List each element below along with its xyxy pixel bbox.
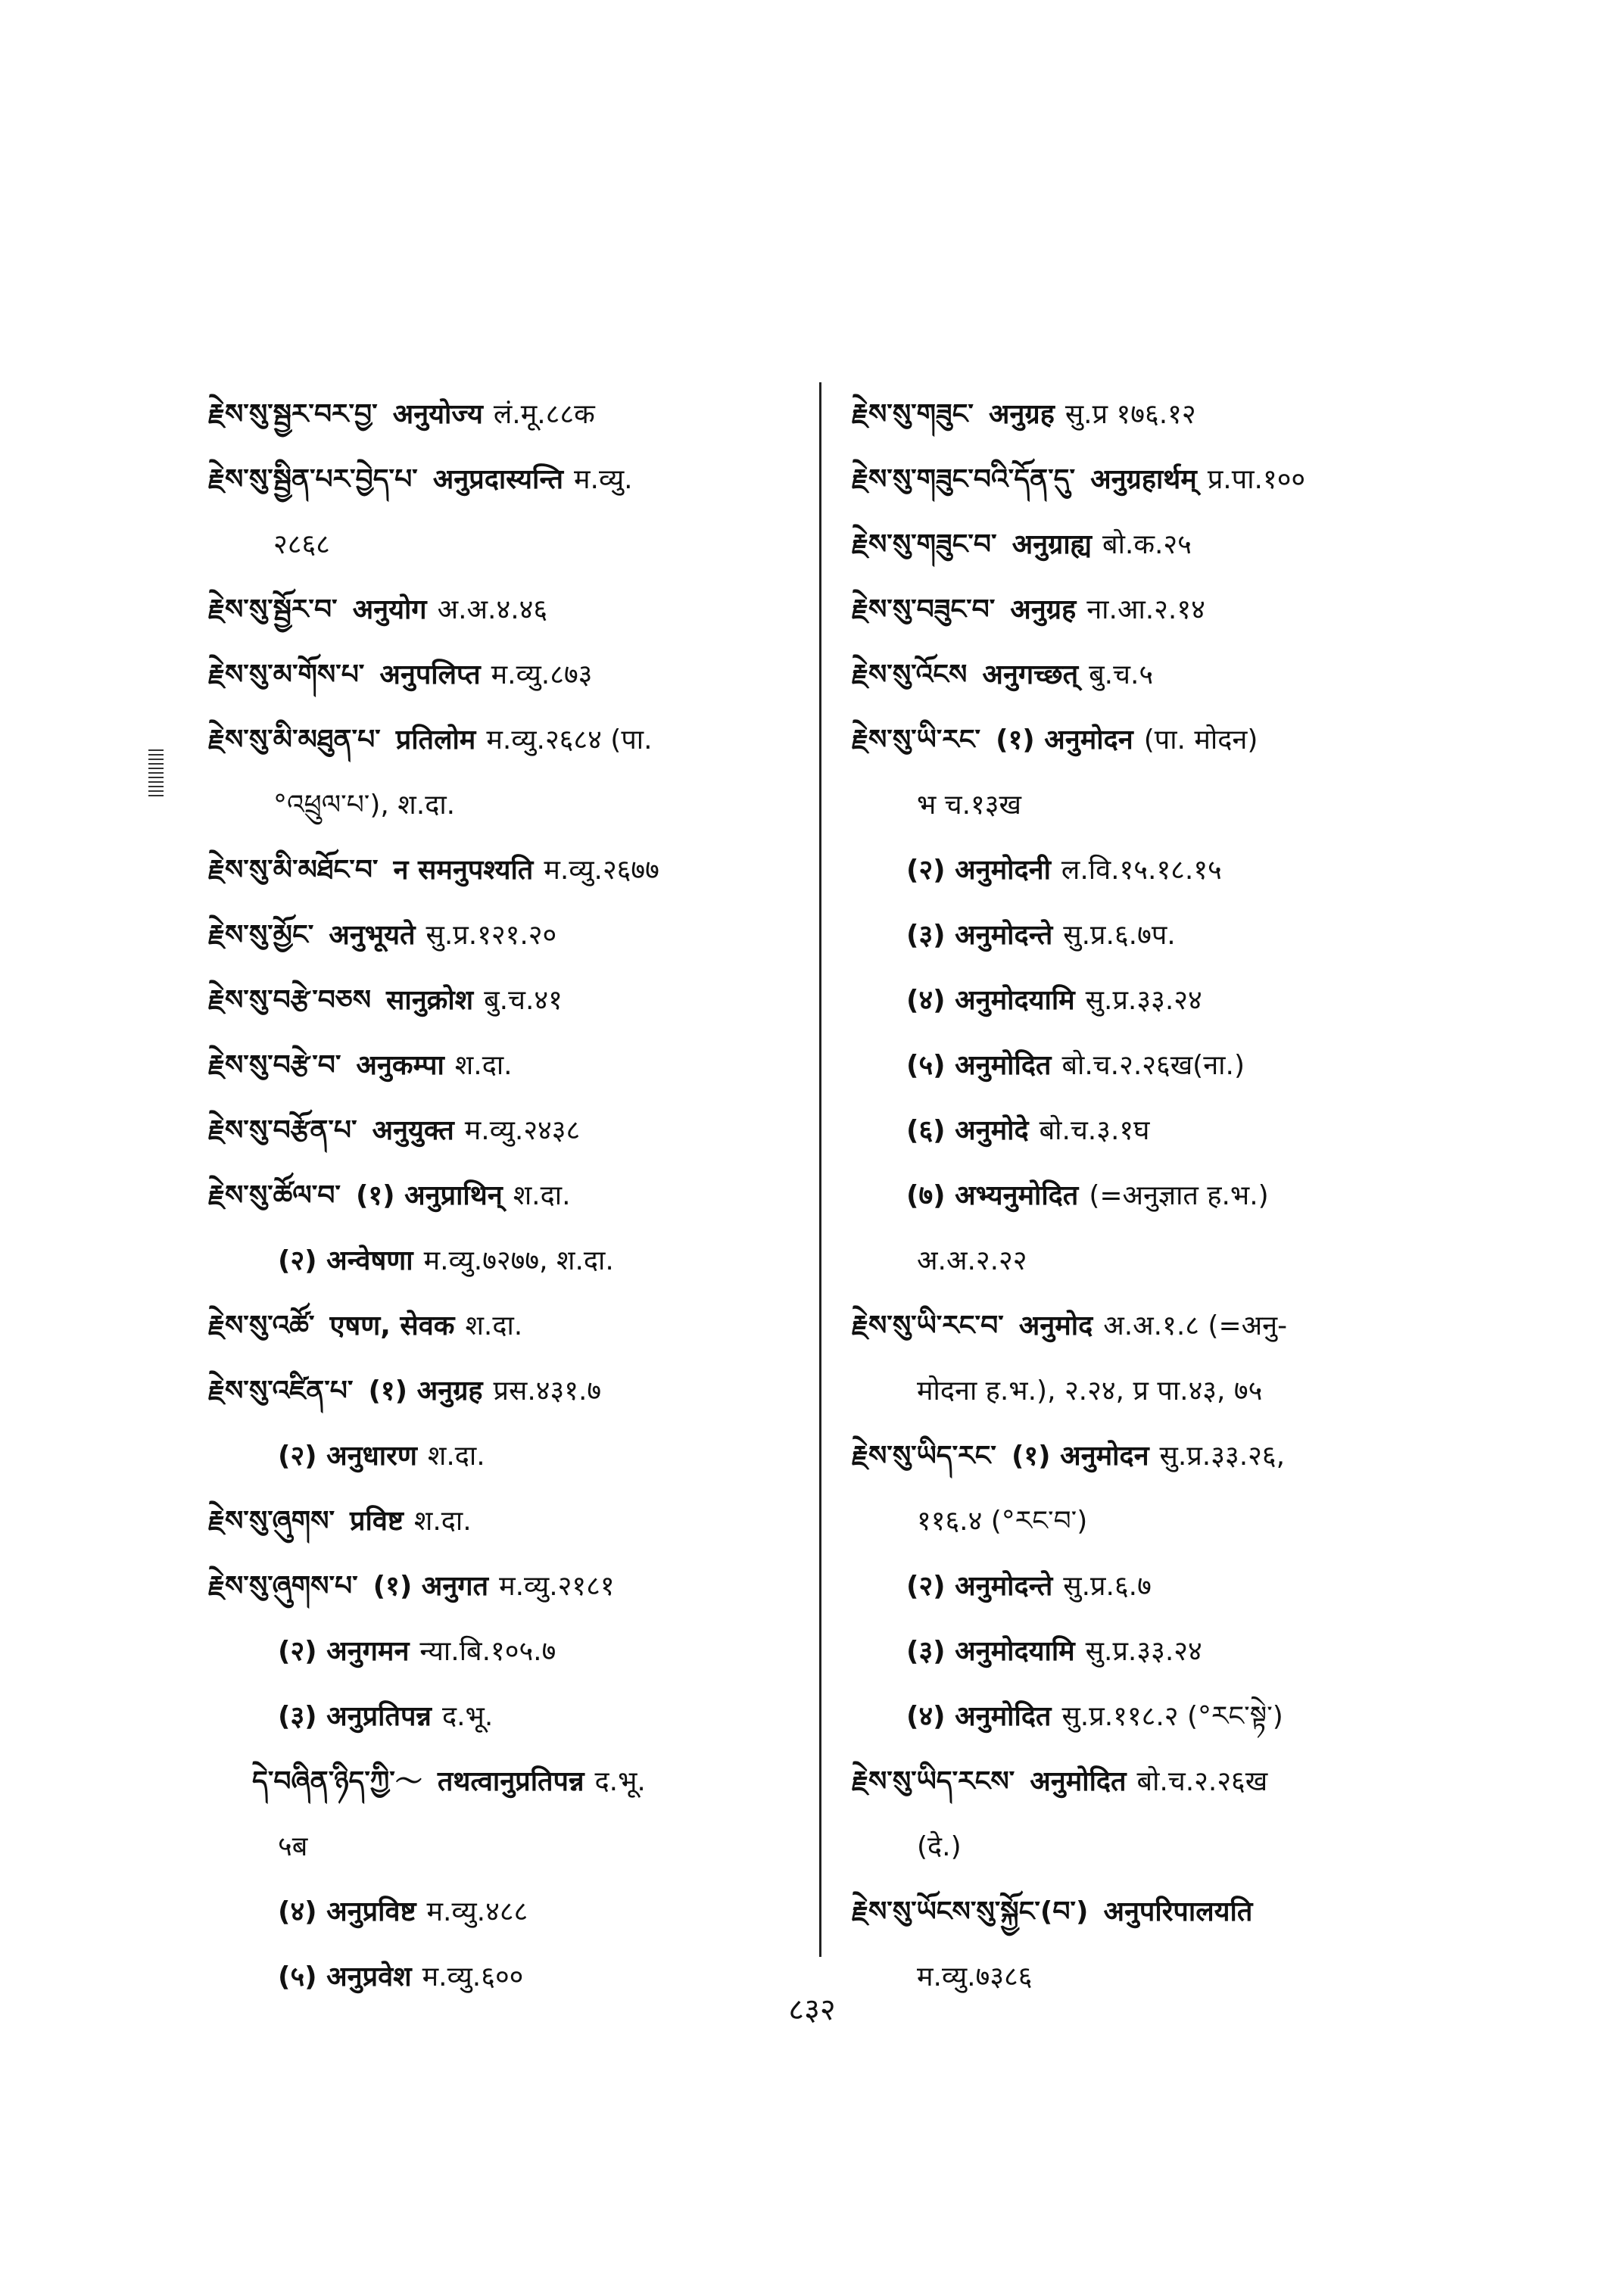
- source-reference: म.व्यु.४८८: [426, 1896, 528, 1927]
- tibetan-headword: རྗེས་སུ་མི་མཐུན་པ་: [208, 724, 381, 756]
- sanskrit-equivalent: (४) अनुप्रविष्ट: [278, 1896, 416, 1927]
- source-reference: ११६.४ (°རང་བ་): [917, 1506, 1088, 1537]
- dictionary-entry: [208, 512, 799, 578]
- source-reference: बो.क.२५: [1102, 529, 1192, 560]
- dictionary-entry: [208, 1684, 799, 1749]
- right-column: [852, 382, 1457, 2010]
- dictionary-entry: [208, 708, 799, 773]
- sanskrit-equivalent: न समनुपश्यति: [393, 855, 534, 886]
- sanskrit-equivalent: एषण, सेवक: [329, 1310, 455, 1341]
- dictionary-entry: [208, 1164, 799, 1229]
- sanskrit-equivalent: अनुप्रदास्यन्ति: [432, 464, 563, 495]
- dictionary-entry: [852, 838, 1457, 903]
- dictionary-entry: [852, 447, 1457, 512]
- dictionary-entry: [852, 1033, 1457, 1098]
- source-reference: ल.वि.१५.१८.१५: [1061, 855, 1222, 886]
- dictionary-entry: [852, 1098, 1457, 1164]
- tibetan-headword: རྗེས་སུ་གཟུང་བ་: [852, 529, 997, 560]
- dictionary-entry: [852, 708, 1457, 773]
- source-reference: सु.प्र.३३.२६,: [1159, 1441, 1286, 1472]
- margin-tick-marks: [148, 749, 164, 799]
- dictionary-entry: [208, 903, 799, 968]
- tibetan-headword: རྗེས་སུ་བརྩེ་བཅས: [208, 985, 372, 1016]
- source-reference: न्या.बि.१०५.७: [419, 1636, 556, 1667]
- dictionary-entry: [852, 1164, 1457, 1229]
- source-reference: श.दा.: [465, 1310, 523, 1341]
- sanskrit-equivalent: (१) अनुप्राथिन्: [355, 1180, 503, 1211]
- sanskrit-equivalent: अनुमोदित: [1030, 1766, 1127, 1797]
- source-reference: २८६८: [273, 529, 330, 560]
- source-reference: सु.प्र.११८.२ (°རང་སྟེ་): [1061, 1701, 1283, 1732]
- source-reference: म.व्यु.७३८६: [917, 1961, 1033, 1992]
- dictionary-entry: [852, 643, 1457, 708]
- sanskrit-equivalent: सानुक्रोश: [386, 985, 474, 1016]
- dictionary-entry: [208, 968, 799, 1033]
- source-reference: मोदना ह.भ.), २.२४, प्र पा.४३, ७५: [917, 1375, 1263, 1407]
- dictionary-entry: [208, 838, 799, 903]
- dictionary-entry: [852, 1815, 1457, 1880]
- tibetan-headword: རྗེས་སུ་ཡིད་རང་: [852, 1441, 996, 1472]
- source-reference: श.दा.: [454, 1050, 513, 1081]
- sanskrit-equivalent: (५) अनुमोदित: [906, 1050, 1052, 1081]
- page-number: ८३२: [788, 1992, 836, 2027]
- tibetan-headword: རྗེས་སུ་འཚོ་: [208, 1310, 315, 1341]
- source-reference: भ च.१३ख: [917, 790, 1021, 821]
- dictionary-entry: [208, 773, 799, 838]
- column-divider: [819, 382, 821, 1957]
- dictionary-entry: [852, 1229, 1457, 1294]
- source-reference: म.व्यु.: [573, 464, 633, 495]
- dictionary-entry: [852, 1684, 1457, 1749]
- source-reference: (=अनुज्ञात ह.भ.): [1089, 1180, 1269, 1211]
- source-reference: ना.आ.२.१४: [1086, 594, 1205, 625]
- dictionary-entry: [852, 512, 1457, 578]
- dictionary-entry: [208, 447, 799, 512]
- left-column: [208, 382, 799, 2010]
- source-reference: प्रस.४३१.७: [493, 1375, 602, 1407]
- source-reference: सु.प्र.६.७प.: [1063, 920, 1176, 951]
- source-reference: द.भू.: [441, 1701, 494, 1732]
- tibetan-headword: རྗེས་སུ་བརྩོན་པ་: [208, 1115, 357, 1146]
- sanskrit-equivalent: (२) अनुमोदन्ते: [906, 1571, 1053, 1602]
- sanskrit-equivalent: अनुयोज्य: [392, 399, 483, 430]
- sanskrit-equivalent: (२) अनुगमन: [278, 1636, 410, 1667]
- dictionary-entry: [208, 1619, 799, 1684]
- sanskrit-equivalent: (२) अनुधारण: [278, 1441, 417, 1472]
- sanskrit-equivalent: (१) अनुमोदन: [996, 724, 1133, 756]
- dictionary-entry: [208, 1424, 799, 1489]
- sanskrit-equivalent: (१) अनुमोदन: [1011, 1441, 1149, 1472]
- tibetan-headword: རྗེས་སུ་བརྩེ་བ་: [208, 1050, 341, 1081]
- source-reference: सु.प्र १७६.१२: [1064, 399, 1196, 430]
- source-reference: म.व्यु.२१८१: [499, 1571, 615, 1602]
- dictionary-entry: [852, 1424, 1457, 1489]
- sanskrit-equivalent: (३) अनुमोदन्ते: [906, 920, 1053, 951]
- sanskrit-equivalent: (१) अनुग्रह: [368, 1375, 483, 1407]
- source-reference: श.दा.: [513, 1180, 571, 1211]
- sanskrit-equivalent: (१) अनुगत: [372, 1571, 489, 1602]
- sanskrit-equivalent: प्रविष्ट: [350, 1506, 404, 1537]
- source-reference: सु.प्र.१२१.२०: [425, 920, 557, 951]
- source-reference: प्र.पा.१००: [1207, 464, 1306, 495]
- sanskrit-equivalent: (५) अनुप्रवेश: [278, 1961, 412, 1992]
- sanskrit-equivalent: (४) अनुमोदित: [906, 1701, 1052, 1732]
- dictionary-entry: [208, 1033, 799, 1098]
- dictionary-entry: [208, 382, 799, 447]
- source-reference: अ.अ.२.२२: [917, 1245, 1027, 1276]
- dictionary-entry: [852, 1619, 1457, 1684]
- dictionary-entry: [852, 968, 1457, 1033]
- source-reference: सु.प्र.६.७: [1063, 1571, 1152, 1602]
- dictionary-entry: [852, 903, 1457, 968]
- tibetan-headword: རྗེས་སུ་ཡི་རང་: [852, 724, 981, 756]
- source-reference: म.व्यु.६००: [422, 1961, 524, 1992]
- source-reference: म.व्यु.७२७७, श.दा.: [423, 1245, 614, 1276]
- dictionary-entry: [208, 643, 799, 708]
- dictionary-entry: [852, 1554, 1457, 1619]
- sanskrit-equivalent: अनुमोद: [1018, 1310, 1093, 1341]
- source-reference: ५ब: [278, 1831, 308, 1862]
- dictionary-entry: [208, 1229, 799, 1294]
- source-reference: सु.प्र.३३.२४: [1085, 1636, 1202, 1667]
- tibetan-headword: རྗེས་སུ་སྦྱར་བར་བྱ་: [208, 399, 378, 430]
- source-reference: अ.अ.१.८ (=अनु-: [1103, 1310, 1288, 1341]
- source-reference: बो.च.३.१घ: [1039, 1115, 1150, 1146]
- sanskrit-equivalent: अनुयुक्त: [372, 1115, 454, 1146]
- source-reference: सु.प्र.३३.२४: [1085, 985, 1202, 1016]
- source-reference: श.दा.: [413, 1506, 472, 1537]
- sanskrit-equivalent: अनुयोग: [352, 594, 427, 625]
- tibetan-headword: རྗེས་སུ་མ་གོས་པ་: [208, 659, 365, 690]
- sanskrit-equivalent: अनुग्राह्य: [1011, 529, 1093, 560]
- sanskrit-equivalent: प्रतिलोम: [395, 724, 476, 756]
- tibetan-headword: དེ་བཞིན་ཉིད་ཀྱི་～: [252, 1766, 422, 1797]
- source-reference: अ.अ.४.४६: [437, 594, 548, 625]
- tibetan-headword: རྗེས་སུ་ཡི་རང་བ་: [852, 1310, 1004, 1341]
- dictionary-entry: [852, 578, 1457, 643]
- source-reference: श.दा.: [427, 1441, 485, 1472]
- source-reference: लं.मू.८८क: [493, 399, 595, 430]
- dictionary-entry: [208, 1489, 799, 1554]
- tibetan-headword: རྗེས་སུ་མྱོང་: [208, 920, 314, 951]
- source-reference: बु.च.५: [1089, 659, 1154, 690]
- source-reference: (पा. मोदन): [1143, 724, 1258, 756]
- source-reference: द.भू.: [594, 1766, 646, 1797]
- source-reference: म.व्यु.८७३: [491, 659, 593, 690]
- sanskrit-equivalent: (४) अनुमोदयामि: [906, 985, 1075, 1016]
- tibetan-headword: རྗེས་སུ་འོངས: [852, 659, 968, 690]
- dictionary-entry: [208, 578, 799, 643]
- sanskrit-equivalent: तथत्वानुप्रतिपन्न: [437, 1766, 584, 1797]
- source-reference: °འཕྲུལ་པ་), श.दा.: [273, 790, 456, 821]
- sanskrit-equivalent: अनुग्रहार्थम्: [1090, 464, 1197, 495]
- tibetan-headword: རྗེས་སུ་ཚོལ་བ་: [208, 1180, 341, 1211]
- sanskrit-equivalent: अनुपलिप्त: [379, 659, 481, 690]
- sanskrit-equivalent: अनुपरिपालयति: [1103, 1896, 1253, 1927]
- sanskrit-equivalent: अनुकम्पा: [356, 1050, 444, 1081]
- dictionary-entry: [208, 1815, 799, 1880]
- sanskrit-equivalent: (६) अनुमोदे: [906, 1115, 1029, 1146]
- tibetan-headword: རྗེས་སུ་གཟུང་བའི་དོན་དུ་: [852, 464, 1076, 495]
- source-reference: म.व्यु.२६८४ (पा.: [486, 724, 653, 756]
- sanskrit-equivalent: अनुगच्छत्: [982, 659, 1079, 690]
- source-reference: म.व्यु.२४३८: [464, 1115, 581, 1146]
- tibetan-headword: རྗེས་སུ་ཡོངས་སུ་སྐྱོང་(བ་): [852, 1896, 1089, 1927]
- tibetan-headword: རྗེས་སུ་ཞུགས་: [208, 1506, 335, 1537]
- source-reference: (दे.): [917, 1831, 962, 1862]
- tibetan-headword: རྗེས་སུ་གཟུང་: [852, 399, 974, 430]
- sanskrit-equivalent: (७) अभ्यनुमोदित: [906, 1180, 1079, 1211]
- tibetan-headword: རྗེས་སུ་ཞུགས་པ་: [208, 1571, 358, 1602]
- source-reference: बो.च.२.२६ख: [1136, 1766, 1268, 1797]
- dictionary-entry: [852, 1880, 1457, 1945]
- dictionary-entry: [852, 773, 1457, 838]
- dictionary-entry: [852, 382, 1457, 447]
- source-reference: म.व्यु.२६७७: [544, 855, 659, 886]
- dictionary-entry: [208, 1359, 799, 1424]
- sanskrit-equivalent: (३) अनुप्रतिपन्न: [278, 1701, 432, 1732]
- sanskrit-equivalent: (२) अनुमोदनी: [906, 855, 1051, 886]
- tibetan-headword: རྗེས་སུ་འཛིན་པ་: [208, 1375, 354, 1407]
- tibetan-headword: རྗེས་སུ་སྦྱིན་པར་བྱེད་པ་: [208, 464, 418, 495]
- source-reference: बो.च.२.२६ख(ना.): [1061, 1050, 1245, 1081]
- dictionary-entry: [208, 1749, 799, 1815]
- tibetan-headword: རྗེས་སུ་མི་མཐོང་བ་: [208, 855, 379, 886]
- tibetan-headword: རྗེས་སུ་སྦྱོར་བ་: [208, 594, 338, 625]
- sanskrit-equivalent: अनुभूयते: [329, 920, 416, 951]
- sanskrit-equivalent: अनुग्रह: [988, 399, 1055, 430]
- source-reference: बु.च.४१: [484, 985, 563, 1016]
- dictionary-entry: [852, 1294, 1457, 1359]
- dictionary-entry: [208, 1880, 799, 1945]
- dictionary-entry: [208, 1294, 799, 1359]
- dictionary-entry: [208, 1554, 799, 1619]
- sanskrit-equivalent: (३) अनुमोदयामि: [906, 1636, 1075, 1667]
- tibetan-headword: རྗེས་སུ་ཡིད་རངས་: [852, 1766, 1015, 1797]
- tibetan-headword: རྗེས་སུ་བཟུང་བ་: [852, 594, 996, 625]
- sanskrit-equivalent: (२) अन्वेषणा: [278, 1245, 413, 1276]
- dictionary-entry: [852, 1749, 1457, 1815]
- sanskrit-equivalent: अनुग्रह: [1010, 594, 1077, 625]
- dictionary-entry: [852, 1489, 1457, 1554]
- dictionary-entry: [208, 1098, 799, 1164]
- dictionary-entry: [852, 1359, 1457, 1424]
